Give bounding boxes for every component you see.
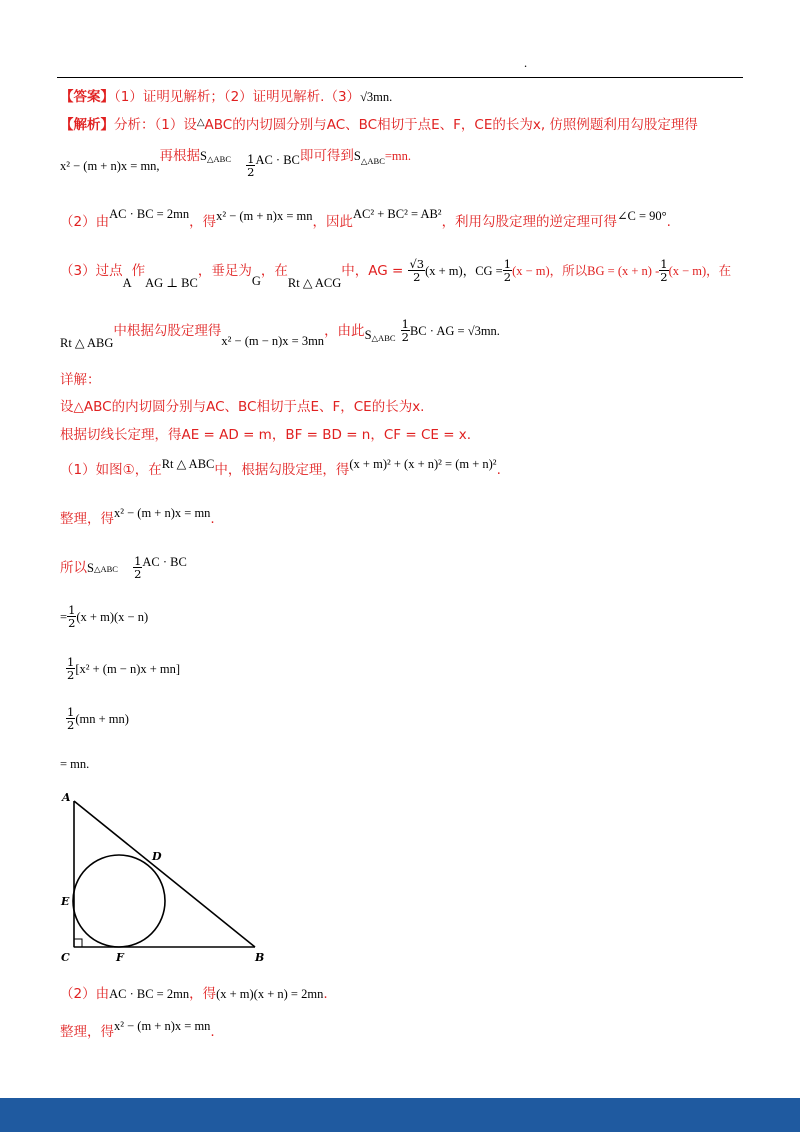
analysis-tag: 【解析】	[60, 117, 114, 133]
equation: (x + m)(x + n) = 2mn	[216, 987, 324, 1001]
analysis-line3	[60, 207, 671, 230]
equation: AC² + BC² = AB²	[353, 207, 442, 221]
text: ，得	[189, 214, 217, 230]
analysis-tri: ABC	[204, 117, 233, 133]
detail-step4: = mn.	[60, 757, 90, 771]
fraction: $\frac{1}{2}$	[68, 603, 76, 630]
text: .	[210, 511, 215, 527]
text: （2）由	[60, 986, 110, 1002]
label-c: C	[61, 951, 70, 964]
label-d: D	[152, 850, 162, 863]
result: =mn.	[384, 149, 412, 163]
answer-text: （1）证明见解析；（2）证明见解析.（3）	[114, 89, 361, 105]
text: 再根据	[159, 148, 201, 164]
equation: x² − (m + n)x = mn	[114, 1019, 211, 1033]
triangle-label: Rt △ ACG	[287, 276, 342, 290]
text: ，利用勾股定理的逆定理可得	[441, 214, 618, 230]
analysis-line4	[60, 257, 732, 290]
detail-part2	[60, 982, 328, 1002]
equation: (x − m)，所以BG = (x + n) -	[512, 264, 660, 278]
equals-sign: =	[60, 610, 68, 624]
triangle-symbol: △	[196, 117, 205, 128]
text: .	[666, 214, 671, 230]
answer-line	[60, 85, 392, 105]
text: 中，根据勾股定理，得	[214, 462, 350, 478]
text: 即可得到	[299, 148, 354, 164]
label-e: E	[61, 895, 70, 908]
equation: x² − (m − n)x = 3mn	[221, 334, 325, 348]
detail-line1: 设△ABC的内切圆分别与AC、BC相切于点E、F，CE的长为x.	[60, 399, 425, 415]
fraction: $\frac{1}{2}$	[67, 655, 75, 682]
formula: AC · BC	[255, 153, 300, 167]
text: （3）过点	[60, 263, 123, 279]
point-label: G	[251, 274, 261, 288]
fraction: $\frac{1}{2}$	[67, 705, 75, 732]
triangle-label: Rt △ ABC	[161, 457, 215, 471]
formula: AC · BC	[142, 555, 187, 569]
area-sub: △ABC	[360, 156, 385, 166]
text: ，因此	[312, 214, 353, 230]
analysis-line5	[60, 317, 500, 350]
analysis-text: 分析：（1）设	[114, 117, 197, 133]
text: .	[496, 462, 501, 478]
detail-part1	[60, 458, 501, 478]
area-sub: △ABC	[207, 154, 232, 164]
answer-result: √3mn.	[360, 90, 393, 104]
text: 中根据勾股定理得	[113, 323, 222, 339]
point-label: A	[122, 276, 132, 290]
detail-line2: 根据切线长定理，得AE = AD = m，BF = BD = n，CF = CE = x.	[60, 427, 472, 443]
detail-tidy1	[60, 507, 215, 527]
label-b: B	[255, 951, 265, 964]
text: .	[323, 986, 328, 1002]
fraction: $\frac{1}{2}$	[660, 257, 668, 284]
equation: AG ⊥ BC	[145, 276, 198, 290]
header-rule	[57, 77, 743, 78]
fraction: $\frac{√3}{2}$	[409, 257, 425, 284]
footer-bar	[0, 1098, 800, 1132]
right-angle-mark	[74, 939, 82, 947]
text: 整理，得	[60, 1024, 114, 1040]
side-ab	[74, 801, 255, 947]
equation: (x + m)，CG =	[425, 264, 503, 278]
equation: BC · AG = √3mn.	[409, 324, 500, 338]
fraction: $\frac{1}{2}$	[401, 317, 409, 344]
equation: AC · BC = 2mn	[109, 987, 190, 1001]
expression: [x² + (m − n)x + mn]	[75, 662, 181, 676]
header-dot: .	[524, 56, 528, 70]
expression: (x + m)(x − n)	[76, 610, 149, 624]
area-symbol: S	[87, 561, 94, 575]
text: ，在	[260, 263, 288, 279]
text: （2）由	[60, 214, 110, 230]
fraction: $\frac{1}{2}$	[134, 554, 142, 581]
text: ，得	[189, 986, 217, 1002]
equation: ∠C = 90°	[617, 209, 667, 223]
answer-tag: 【答案】	[60, 89, 114, 105]
equation: x² − (m + n)x = mn	[114, 506, 211, 520]
equation: (x − m)，在	[668, 264, 732, 278]
expression: (mn + mn)	[75, 712, 129, 726]
label-f: F	[116, 951, 124, 964]
analysis-line1	[60, 113, 698, 133]
detail-step2	[66, 656, 180, 681]
text: .	[210, 1024, 215, 1040]
analysis-text-b: 的内切圆分别与AC、BC相切于点E、F，CE的长为x, 仿照例题利用勾股定理得	[232, 117, 698, 133]
equation: x² − (m + n)x = mn,	[60, 159, 160, 173]
text: （1）如图①，在	[60, 462, 162, 478]
incircle	[73, 855, 165, 947]
area-symbol: S	[200, 149, 207, 163]
label-a: A	[62, 791, 71, 804]
text: 作	[131, 263, 146, 279]
triangle-label: Rt △ ABG	[60, 336, 114, 350]
detail-area	[60, 555, 187, 580]
area-sub: △ABC	[93, 564, 118, 574]
analysis-line2	[60, 148, 412, 179]
text: ，垂足为	[197, 263, 252, 279]
fraction: $\frac{1}{2}$	[503, 257, 512, 284]
text: 所以	[60, 560, 87, 576]
text: 中，AG =	[341, 263, 404, 279]
detail-step1	[60, 604, 148, 629]
area-symbol: S	[353, 149, 361, 163]
area-sub: △ABC	[371, 333, 396, 343]
area-symbol: S	[364, 328, 372, 342]
text: ，由此	[324, 323, 365, 339]
equation: (x + m)² + (x + n)² = (m + n)²	[349, 457, 497, 471]
detail-step3	[66, 706, 129, 731]
equation: AC · BC = 2mn	[109, 207, 190, 221]
detail-tidy2	[60, 1020, 215, 1040]
triangle-incircle-figure	[58, 785, 273, 965]
equation: x² − (m + n)x = mn	[216, 209, 313, 223]
fraction: $\frac{1}{2}$	[247, 152, 255, 179]
detail-title: 详解：	[60, 372, 101, 388]
text: 整理，得	[60, 511, 114, 527]
